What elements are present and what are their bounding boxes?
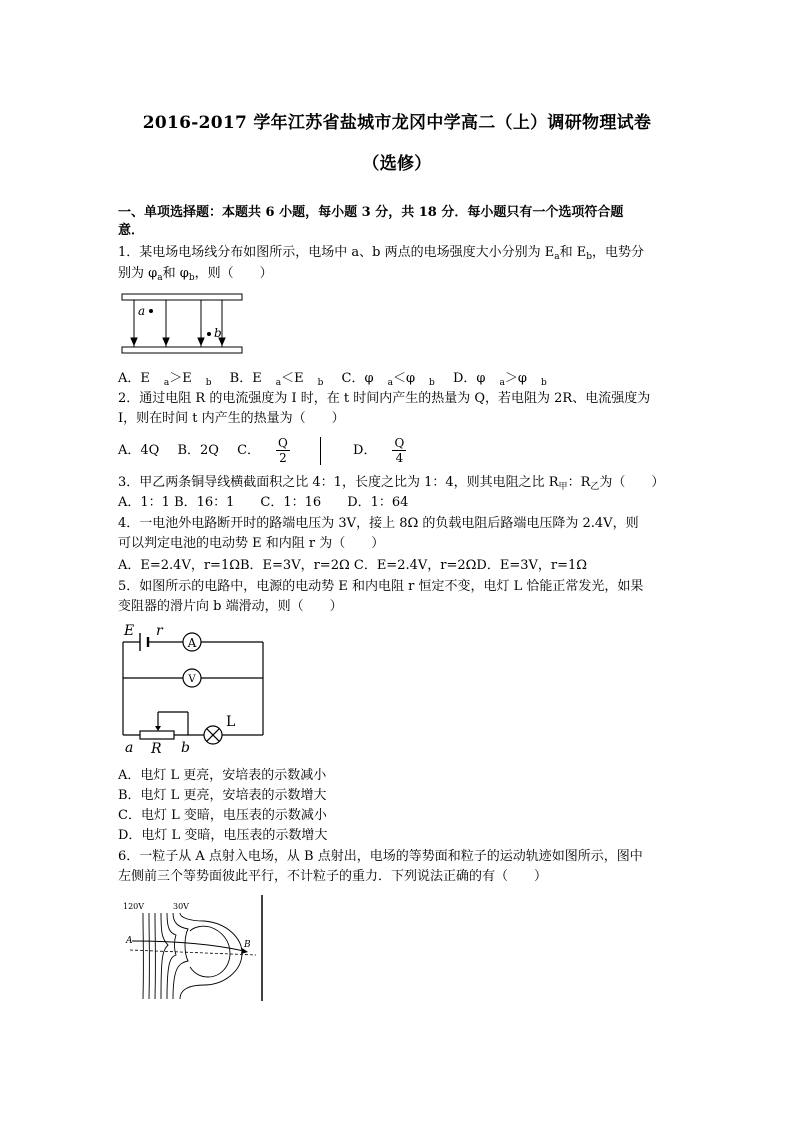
q1-stem-line1: 1．某电场电场线分布如图所示，电场中 a、b 两点的电场强度大小分别为 $E_a$和 $E_b$，电势分 (118, 245, 645, 262)
q3-stem: 3．甲乙两条铜导线横截面积之比 4：1，长度之比为 1：4，则其电阻之比 $R_甲$：$R_乙$为（ ） (118, 475, 665, 492)
upper-plate (122, 294, 242, 300)
q2-stem-line1: 2．通过电阻 R 的电流强度为 I 时，在 t 时间内产生的热量为 Q，若电阻为 2R、电流强度为 (118, 391, 651, 406)
q6-stem-line1: 6．一粒子从 A 点射入电场，从 B 点射出，电场的等势面和粒子的运动轨迹如图所示，图中 (118, 849, 643, 864)
fraction-bar-divider (320, 437, 321, 465)
point-a-label: a (138, 304, 146, 318)
q4-stem-line2: 可以判定电池的电动势 E 和内阻 r 为（ ） (118, 536, 385, 551)
fraction-q-over-2: $\frac{Q}{2}$ (278, 436, 288, 465)
internal-resistance-label: r (156, 623, 163, 639)
point-b-dot (207, 332, 211, 336)
reference-dashed-line (130, 950, 256, 955)
svg-text:V: V (188, 674, 196, 685)
q1-field-figure (120, 292, 246, 356)
q5-circuit-figure (118, 622, 268, 757)
q2-option-a[interactable]: A．4Q (118, 443, 160, 458)
q1-option-c[interactable]: C．φ $_a$＜φ $_b$ (341, 371, 435, 388)
svg-text:A: A (187, 636, 197, 650)
q1-option-b[interactable]: B．E $_a$＜E $_b$ (229, 371, 324, 388)
point-B-label: B (244, 940, 251, 950)
q5-option-b[interactable]: B．电灯 L 更亮，安培表的示数增大 (118, 788, 327, 803)
lower-plate (122, 347, 242, 353)
q1-option-d[interactable]: D．φ $_a$＞φ $_b$ (452, 371, 547, 388)
point-A-label: A (126, 936, 133, 946)
q1-options (118, 370, 688, 392)
rheostat-label: R (151, 741, 162, 757)
exam-subtitle: （选修） (362, 154, 432, 174)
battery-icon (140, 633, 148, 651)
fraction-q-over-4: $\frac{Q}{4}$ (394, 436, 405, 465)
rheostat-icon (140, 731, 174, 739)
q4-stem-line1: 4．一电池外电路断开时的路端电压为 3V，接上 8Ω 的负载电阻后路端电压降为 2.4V，则 (118, 516, 639, 531)
q5-stem-line2: 变阻器的滑片向 b 端滑动，则（ ） (118, 599, 343, 614)
point-b-label: b (214, 326, 222, 340)
section-heading: 一、单项选择题：本题共 6 小题，每小题 3 分，共 18 分．每小题只有一个选项符合题 (118, 205, 624, 220)
q6-equipotential-figure (118, 895, 266, 1001)
emf-label: E (124, 623, 135, 639)
end-b-label: b (181, 740, 190, 756)
equipotential-lines (143, 913, 242, 999)
q1-option-a[interactable]: A．E $_a$＞E $_b$ (118, 371, 212, 388)
particle-trajectory (132, 941, 244, 951)
q6-stem-line2: 左侧前三个等势面彼此平行，不计粒子的重力．下列说法正确的有（ ） (118, 869, 548, 884)
potential-120v-label: 120V (123, 902, 145, 911)
ammeter-icon (183, 633, 201, 651)
slider-arrow-icon (155, 726, 161, 731)
q5-stem-line1: 5．如图所示的电路中，电源的电动势 E 和内电阻 r 恒定不变，电灯 L 恰能正常发光，如果 (118, 579, 644, 594)
potential-30v-label: 30V (173, 902, 189, 911)
section-heading-cont: 意． (118, 223, 145, 238)
q2-option-d[interactable]: D． $\frac{Q}{4}$ (353, 443, 434, 458)
end-a-label: a (125, 740, 134, 756)
point-a-dot (149, 309, 153, 313)
q3-options[interactable]: A．1：1 B．16：1 C．1：16 D．1：64 (118, 495, 409, 510)
q5-option-d[interactable]: D．电灯 L 变暗，电压表的示数增大 (118, 828, 328, 843)
q2-option-c[interactable]: C． $\frac{Q}{2}$ (237, 443, 335, 458)
exam-title: 2016-2017 学年江苏省盐城市龙冈中学高二（上）调研物理试卷 (142, 113, 652, 133)
voltmeter-icon (183, 669, 201, 687)
lamp-icon (204, 726, 222, 744)
circuit-wires (123, 642, 263, 735)
q2-options (118, 436, 688, 466)
q1-stem-line2: 别为 $\varphi_a$和 $\varphi_b$，则（ ） (118, 266, 273, 283)
q4-options[interactable]: A．E=2.4V，r=1ΩB．E=3V，r=2Ω C．E=2.4V，r=2ΩD．E=3V，r=1Ω (118, 558, 588, 573)
q2-stem-line2: I，则在时间 t 内产生的热量为（ ） (118, 411, 345, 426)
q5-option-a[interactable]: A．电灯 L 更亮，安培表的示数减小 (118, 768, 327, 783)
q2-option-b[interactable]: B．2Q (177, 443, 219, 458)
q5-option-c[interactable]: C．电灯 L 变暗，电压表的示数减小 (118, 808, 327, 823)
lamp-label: L (226, 714, 236, 730)
